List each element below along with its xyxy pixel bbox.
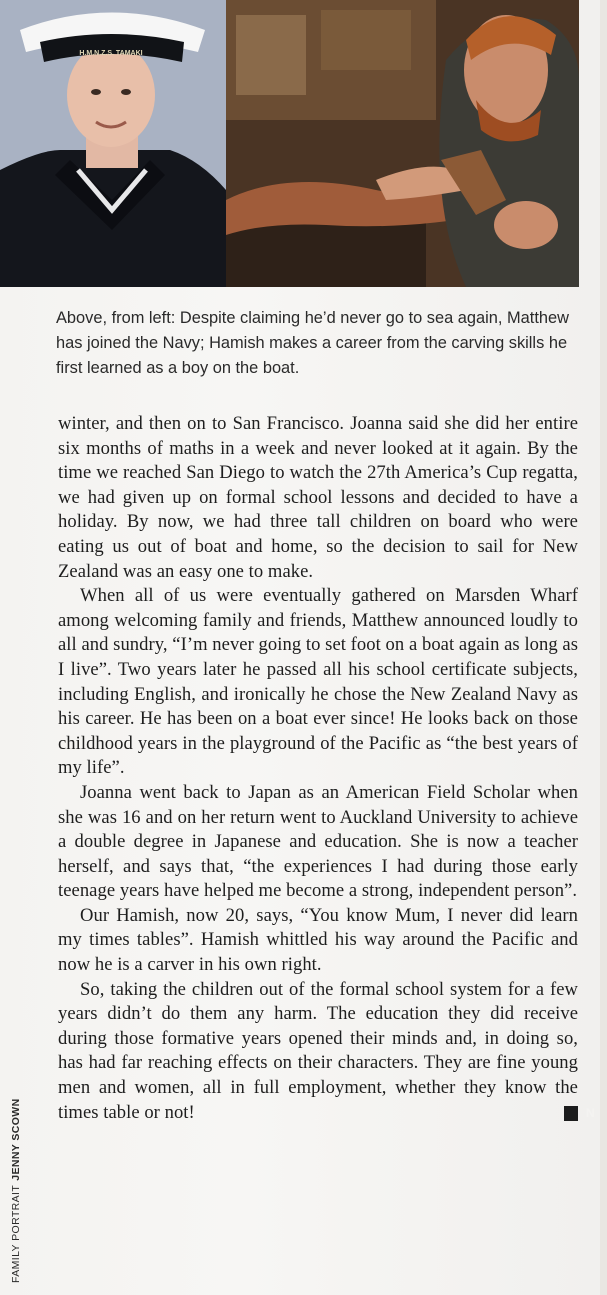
photo-caption: Above, from left: Despite claiming he’d never go to sea again, Matthew has joined the Navy; Hamish makes a career from the carving skills he first learned as a boy on the boat. [56,309,569,377]
article-paragraph: When all of us were eventually gathered on Marsden Wharf among welcoming family and friends, Matthew announced loudly to all and sundry, “I’m never going to set foot on a boat again as long as I live”. Two years later he passed all his school certificate subjects, including English, and ironically he chose the New Zealand Navy as his career. He has been on a boat ever since! He looks back on those childhood years in the playground of the Pacific as “the best years of my life”. [58,585,578,779]
article-paragraph-final-text: So, taking the children out of the formal school system for a few years didn’t do them any harm. The education they did receive during those formative years opened their minds and, in doing so, has had far reaching effects on their characters. They are fine young men and women, all in full employment, whether they know the times table or not! [58,978,578,1123]
photo-row [0,0,579,287]
carver-workshop-image [226,0,579,287]
photo-matthew-navy [0,0,226,287]
credit-name: JENNY SCOWN [10,1098,22,1181]
credit-label: FAMILY PORTRAIT [10,1184,22,1283]
article-paragraph-final [58,978,595,1126]
article-paragraph: Our Hamish, now 20, says, “You know Mum, I never did learn my times tables”. Hamish whittled his way around the Pacific and now he is a carver in his own right. [58,904,578,976]
cap-band-text: H.M.N.Z.S. TAMAKI [79,50,143,57]
photo-credit [10,1098,22,1283]
article-paragraph: Joanna went back to Japan as an American Field Scholar when she was 16 and on her return went to Auckland University to achieve a double degree in Japanese and education. She is now a teacher herself, and says that, “the experiences I had during those early teenage years have helped me become a strong, independent person”. [58,781,578,902]
sailor-portrait-image [0,0,226,287]
photo-hamish-carving [226,0,579,287]
article-paragraph: winter, and then on to San Francisco. Joanna said she did her entire six months of maths in a week and never looked at it again. By the time we reached San Diego to watch the 27th America’s Cup regatta, we had given up on formal school lessons and decided to have a holiday. By now, we had three tall children on board who were eating us out of boat and home, so the decision to sail for New Zealand was an easy one to make. [58,413,578,582]
end-of-article-mark: N [564,1106,578,1121]
article-body [58,412,595,1125]
